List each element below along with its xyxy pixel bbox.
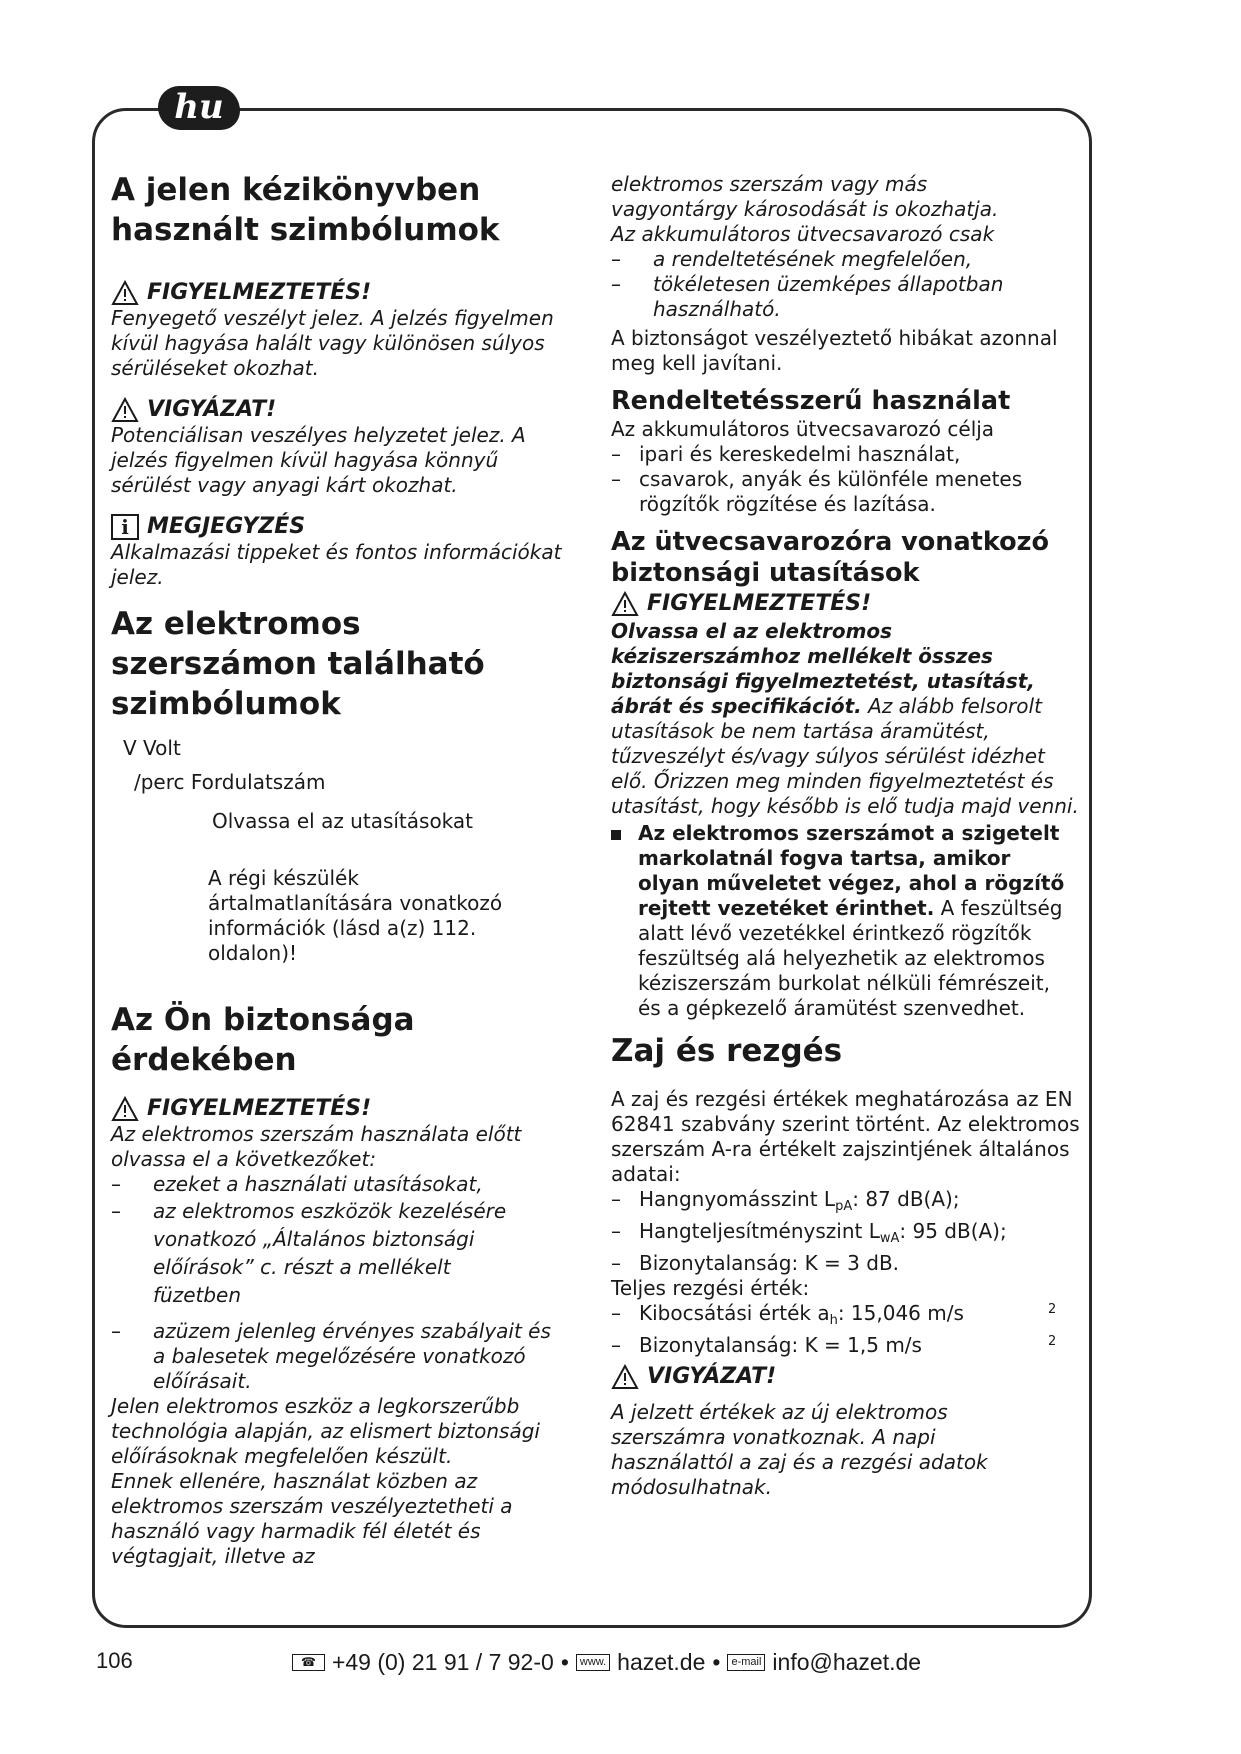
list-item: – ipari és kereskedelmi használat, (611, 442, 961, 466)
paragraph: Jelen elektromos eszköz a legkorszerűbb technológia alapján, az elismert biztonsági előírásoknak megfelelően készült. (111, 1394, 540, 1468)
warning-triangle-icon (111, 1096, 139, 1122)
warning-heading: FIGYELMEZTETÉS! (111, 280, 589, 306)
warning-text: Fenyegető veszélyt jelez. A jelzés figyelmen kívül hagyása halált vagy különösen súlyos sérüléseket okozhat. (111, 306, 554, 380)
separator: • (560, 1649, 569, 1675)
heading-your-safety: Az Ön biztonsága érdekében (111, 1002, 415, 1078)
right-column (611, 172, 1086, 1500)
list-item: – Kibocsátási érték $a_h$: 15,046 m/s 2 (611, 1301, 1057, 1328)
symbol-rpm: /perc Fordulatszám (134, 770, 326, 794)
left-column (111, 170, 589, 1569)
list-item: – Hangnyomásszint $L_{pA}$: 87 dB(A); (611, 1187, 960, 1214)
list-item: – csavarok, anyák és különféle menetes rögzítők rögzítése és lazítása. (611, 467, 1023, 516)
warning-triangle-icon (611, 591, 639, 617)
heading-symbols-tool: Az elektromos szerszámon található szimbólumok (111, 606, 485, 722)
caution-text: Potenciálisan veszélyes helyzetet jelez. A jelzés figyelmen kívül hagyása könnyű sérülést vagy anyagi kárt okozhat. (111, 423, 526, 497)
caution-heading: VIGYÁZAT! (611, 1364, 1086, 1390)
note-text: Alkalmazási tippeket és fontos információkat jelez. (111, 540, 562, 589)
warning-triangle-icon (111, 280, 139, 306)
list-item: – Bizonytalanság: K = 3 dB. (611, 1251, 900, 1275)
heading-intended-use: Rendeltetésszerű használat (611, 386, 1011, 416)
paragraph: Teljes rezgési érték: (611, 1276, 810, 1300)
heading-safety-instructions: Az ütvecsavarozóra vonatkozó biztonsági utasítások (611, 527, 1050, 588)
contact-line (292, 1649, 921, 1676)
list-item: – ezeket a használati utasításokat, (111, 1172, 483, 1196)
separator: • (712, 1649, 721, 1675)
web-icon: www. (576, 1654, 610, 1671)
list-item: – azüzem jelenleg érvényes szabályait és a balesetek megelőzésére vonatkozó előírásait. (111, 1319, 551, 1393)
paragraph: Az akkumulátoros ütvecsavarozó célja (611, 417, 995, 441)
website-link[interactable]: hazet.de (617, 1649, 706, 1675)
list-item: – a rendeltetésének megfelelően, (611, 247, 973, 271)
bullet-item: Az elektromos szerszámot a szigetelt markolatnál fogva tartsa, amikor olyan műveletet végez, ahol a rögzítő rejtett vezetéket érinthet. A feszültség alatt lévő vezetékkel érintkező rögzítők feszültség alá helyezhetik az elektromos kéziszerszám burkolat nélküli fémrészeit, és a gépkezelő áramütést szenvedhet. (611, 821, 1086, 1021)
caution-text: A jelzett értékek az új elektromos szerszámra vonatkoznak. A napi használattól a zaj és a rezgési adatok módosulhatnak. (611, 1400, 988, 1499)
paragraph: A zaj és rezgési értékek meghatározása az EN 62841 szabvány szerint történt. Az elektromos szerszám A-ra értékelt zajszintjének általános adatai: (611, 1087, 1080, 1186)
warning-heading: FIGYELMEZTETÉS! (111, 1096, 589, 1122)
warning-triangle-icon (611, 1364, 639, 1390)
list-item: – Bizonytalanság: K = 1,5 m/s 2 (611, 1333, 1057, 1357)
paragraph: elektromos szerszám vagy más vagyontárgy károsodását is okozhatja. (611, 172, 999, 221)
paragraph: Ennek ellenére, használat közben az elektromos szerszám veszélyeztetheti a használó vagy harmadik fél életét és végtagjait, illetve az (111, 1469, 513, 1568)
warning-text: Olvassa el az elektromos kéziszerszámhoz mellékelt összes biztonsági figyelmeztetést, utasítást, ábrát és specifikációt. Az alább felsorolt utasítások be nem tartása áramütést, tűzveszélyt és/vagy súlyos sérülést idézhet elő. Őrizzen meg minden figyelmeztetést és utasítást, hogy később is elő tudja majd venni. (611, 619, 1079, 818)
safety-intro: Az elektromos szerszám használata előtt olvassa el a következőket: (111, 1122, 522, 1171)
paragraph: A biztonságot veszélyeztető hibákat azonnal meg kell javítani. (611, 326, 1058, 375)
warning-triangle-icon (111, 397, 139, 423)
symbol-disposal: A régi készülék ártalmatlanítására vonatkozó információk (lásd a(z) 112. oldalon)! (208, 866, 503, 965)
symbol-read-instructions: Olvassa el az utasításokat (212, 809, 474, 833)
caution-heading: VIGYÁZAT! (111, 397, 589, 423)
list-item: – Hangteljesítményszint $L_{wA}$: 95 dB(A); (611, 1219, 1007, 1246)
symbol-volt: V Volt (123, 736, 181, 760)
email-icon: e-mail (727, 1654, 765, 1671)
list-item: – tökéletesen üzemképes állapotban használható. (611, 272, 1004, 321)
bullet-icon (611, 830, 621, 840)
info-icon: i (111, 514, 139, 540)
phone-number: +49 (0) 21 91 / 7 92-0 (331, 1649, 554, 1675)
warning-heading: FIGYELMEZTETÉS! (611, 591, 1086, 617)
paragraph: Az akkumulátoros ütvecsavarozó csak (611, 222, 995, 246)
note-heading: i MEGJEGYZÉS (111, 514, 589, 540)
list-item: – az elektromos eszközök kezelésére vonatkozó „Általános biztonsági előírások” c. részt a mellékelt füzetben (111, 1199, 507, 1307)
heading-noise-vibration: Zaj és rezgés (611, 1033, 843, 1069)
phone-icon: ☎ (292, 1654, 325, 1671)
language-badge: hu (158, 86, 240, 130)
page-number: 106 (96, 1648, 133, 1673)
email-link[interactable]: info@hazet.de (772, 1649, 922, 1675)
heading-symbols-manual: A jelen kézikönyvben használt szimbólumok (111, 172, 500, 248)
